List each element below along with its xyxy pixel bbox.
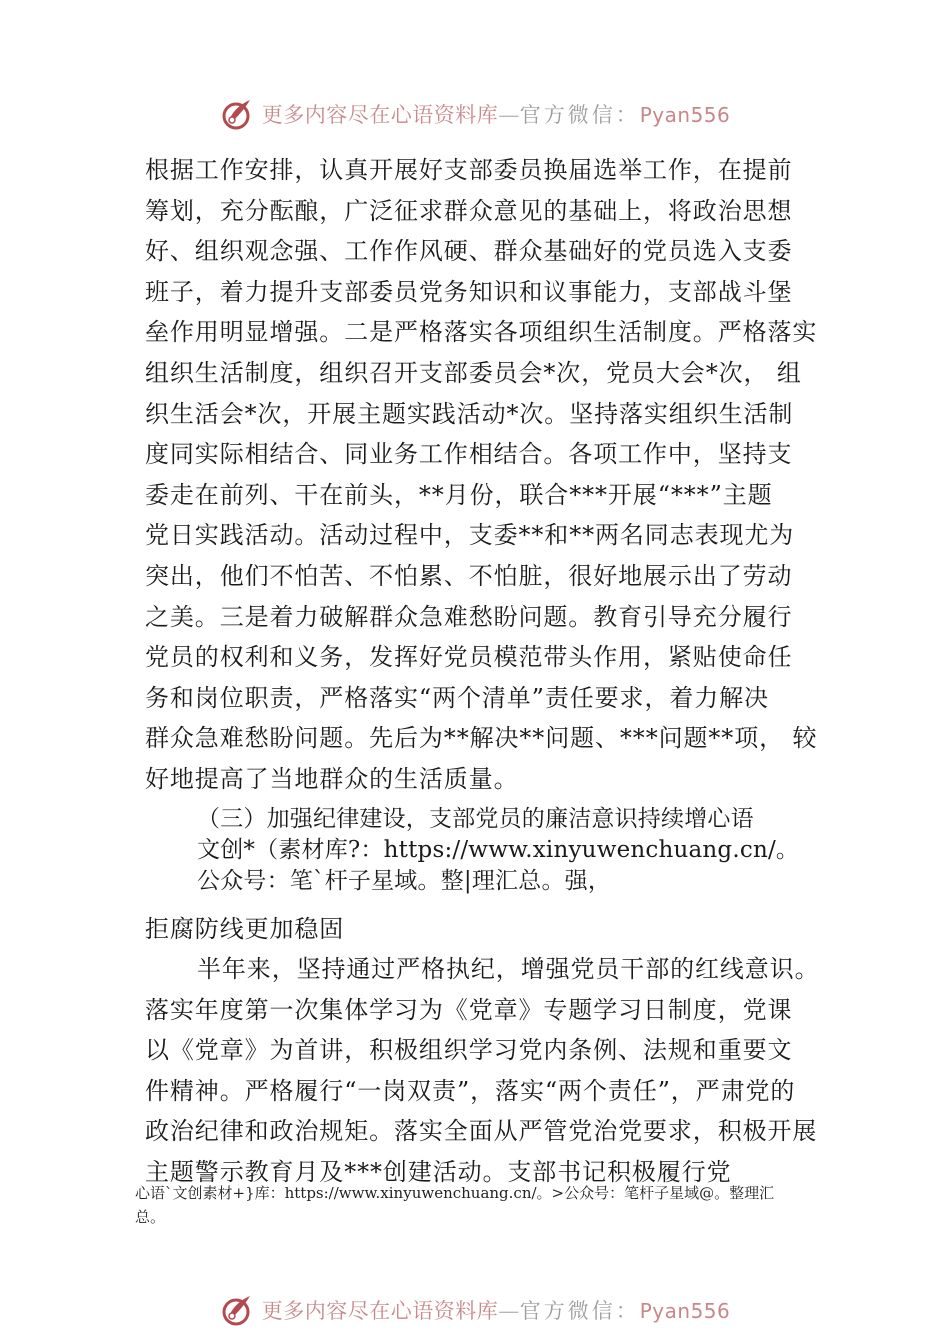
- body-line: 政治纪律和政治规矩。落实全面从严管党治党要求，积极开展: [145, 1117, 818, 1146]
- body-line: 以《党章》为首讲，积极组织学习党内条例、法规和重要文: [145, 1036, 793, 1065]
- body-line: 党日实践活动。活动过程中，支委**和**两名同志表现尤为: [145, 521, 795, 550]
- footer-banner: [0, 1290, 950, 1330]
- body-line: 落实年度第一次集体学习为《党章》专题学习日制度，党课: [145, 995, 793, 1024]
- body-line: 根据工作安排，认真开展好支部委员换届选举工作，在提前: [145, 156, 793, 184]
- banner-text: [262, 1295, 731, 1325]
- banner-official: 官方微信：: [519, 1299, 640, 1323]
- body-line: 群众急难愁盼问题。先后为**解决**问题、***问题**项， 较: [145, 724, 818, 753]
- banner-official: 官方微信：: [519, 103, 640, 127]
- source-note: [135, 1181, 835, 1229]
- quill-logo-icon: [220, 96, 256, 132]
- banner-lead: 更多内容尽在心语资料库: [261, 103, 499, 127]
- body-line: 拒腐防线更加稳固: [145, 914, 345, 943]
- source-note-line: 心语`文创素材+}库：https://www.xinyuwenchuang.cn/。>公众号：笔杆子星域@。整理汇: [135, 1184, 775, 1202]
- body-line: 务和岗位职责，严格落实“两个清单”责任要求，着力解决: [145, 683, 769, 712]
- banner-wechat-id: Pyan556: [639, 103, 731, 127]
- body-line: 委走在前列、干在前头，**月份，联合***开展“***”主题: [145, 480, 773, 509]
- body-line: 度同实际相结合、同业务工作相结合。各项工作中，坚持支: [145, 440, 793, 469]
- body-line: 组织生活制度，组织召开支部委员会*次，党员大会*次， 组: [145, 358, 802, 387]
- body-line: 主题警示教育月及***创建活动。支部书记积极履行党: [145, 1158, 732, 1187]
- body-line: 之美。三是着力破解群众急难愁盼问题。教育引导充分履行: [145, 602, 793, 631]
- body-line: 垒作用明显增强。二是严格落实各项组织生活制度。严格落实: [145, 318, 818, 347]
- body-line: 筹划，充分酝酿，广泛征求群众意见的基础上，将政治思想: [145, 196, 793, 225]
- banner-dash: —: [498, 103, 520, 127]
- section-heading-line: 文创*（素材库?：https://www.xinyuwenchuang.cn/。: [197, 836, 800, 863]
- banner-lead: 更多内容尽在心语资料库: [261, 1299, 499, 1323]
- body-line: 织生活会*次，开展主题实践活动*次。坚持落实组织生活制: [145, 399, 794, 428]
- section-heading-line: （三）加强纪律建设，支部党员的廉洁意识持续增心语: [197, 805, 754, 832]
- body-line: 班子，着力提升支部委员党务知识和议事能力，支部战斗堡: [145, 277, 793, 306]
- body-line: 突出，他们不怕苦、不怕累、不怕脏，很好地展示出了劳动: [145, 561, 793, 590]
- section-heading-line: 公众号：笔`杆子星域。整|理汇总。强，: [197, 867, 612, 894]
- paragraph-first-line: 半年来，坚持通过严格执纪，增强党员干部的红线意识。: [197, 955, 820, 984]
- banner-wechat-id: Pyan556: [639, 1299, 731, 1323]
- body-line: 好、组织观念强、工作作风硬、群众基础好的党员选入支委: [145, 237, 793, 266]
- banner-dash: —: [498, 1299, 520, 1323]
- source-note-line: 总。: [135, 1208, 166, 1226]
- body-line: 件精神。严格履行“一岗双责”，落实“两个责任”，严肃党的: [145, 1076, 796, 1105]
- banner-text: [262, 99, 731, 129]
- document-body: [145, 150, 835, 1193]
- quill-logo-icon: [220, 1292, 256, 1328]
- body-line: 党员的权利和义务，发挥好党员模范带头作用，紧贴使命任: [145, 643, 793, 672]
- body-line: 好地提高了当地群众的生活质量。: [145, 764, 519, 793]
- header-banner: [0, 94, 950, 134]
